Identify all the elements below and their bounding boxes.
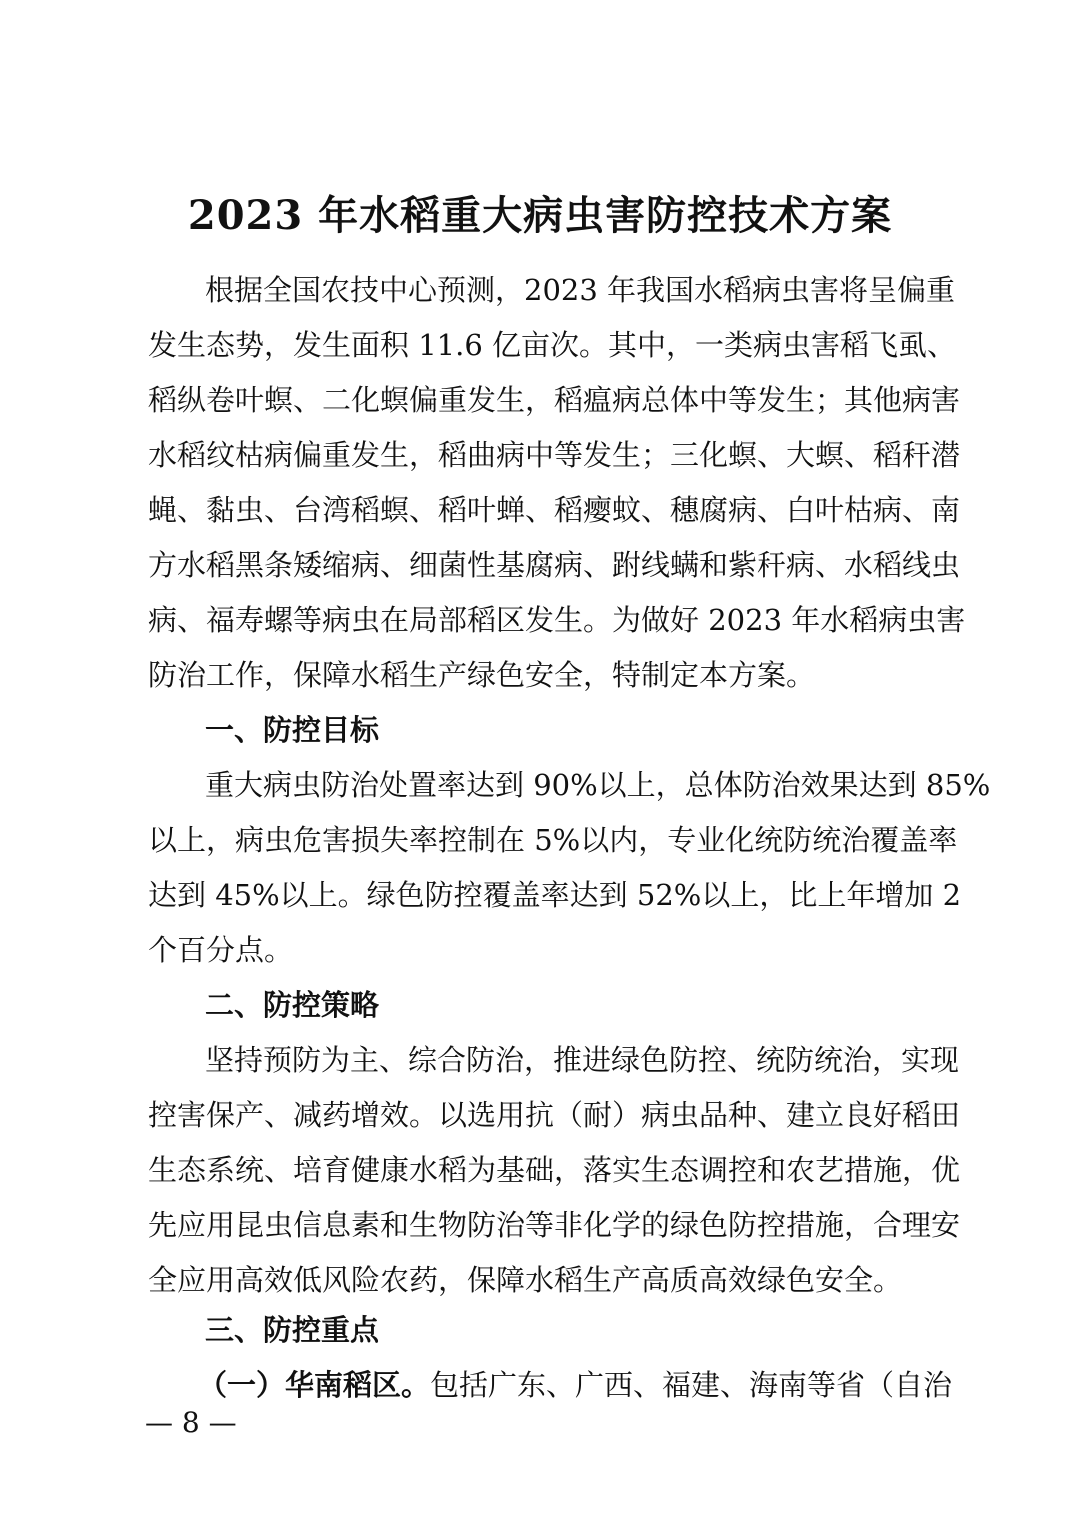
intro-line: 稻纵卷叶螟、二化螟偏重发生，稻瘟病总体中等发生；其他病害 [148, 383, 961, 417]
intro-line: 发生态势，发生面积 11.6 亿亩次。其中，一类病虫害稻飞虱、 [148, 328, 957, 362]
strategy-line: 先应用昆虫信息素和生物防治等非化学的绿色防控措施，合理安 [148, 1208, 961, 1242]
goals-line: 达到 45%以上。绿色防控覆盖率达到 52%以上，比上年增加 2 [148, 878, 962, 912]
page-number: — 8 — [145, 1406, 237, 1439]
goals-line: 个百分点。 [148, 933, 294, 967]
section-heading-strategy: 二、防控策略 [205, 988, 380, 1022]
intro-line: 根据全国农技中心预测，2023 年我国水稻病虫害将呈偏重 [205, 273, 956, 307]
strategy-line: 生态系统、培育健康水稻为基础，落实生态调控和农艺措施，优 [148, 1153, 961, 1187]
section-heading-goals: 一、防控目标 [205, 713, 380, 747]
strategy-line: 全应用高效低风险农药，保障水稻生产高质高效绿色安全。 [148, 1263, 903, 1297]
strategy-line: 控害保产、减药增效。以选用抗（耐）病虫品种、建立良好稻田 [148, 1098, 961, 1132]
focus-subheading-line [198, 1365, 953, 1405]
intro-line: 水稻纹枯病偏重发生，稻曲病中等发生；三化螟、大螟、稻秆潜 [148, 438, 961, 472]
intro-line: 病、福寿螺等病虫在局部稻区发生。为做好 2023 年水稻病虫害 [148, 603, 966, 637]
intro-line: 蝇、黏虫、台湾稻螟、稻叶蝉、稻瘿蚊、穗腐病、白叶枯病、南 [148, 493, 961, 527]
goals-line: 重大病虫防治处置率达到 90%以上，总体防治效果达到 85% [205, 768, 991, 802]
document-title: 2023 年水稻重大病虫害防控技术方案 [187, 192, 893, 239]
region-label-south-china: （一）华南稻区。 [198, 1368, 431, 1402]
goals-line: 以上，病虫危害损失率控制在 5%以内，专业化统防统治覆盖率 [148, 823, 958, 857]
intro-line: 方水稻黑条矮缩病、细菌性基腐病、跗线螨和紫秆病、水稻线虫 [148, 548, 961, 582]
intro-line: 防治工作，保障水稻生产绿色安全，特制定本方案。 [148, 658, 816, 692]
region-description: 包括广东、广西、福建、海南等省（自治 [430, 1368, 953, 1402]
strategy-line: 坚持预防为主、综合防治，推进绿色防控、统防统治，实现 [205, 1043, 960, 1077]
section-heading-focus: 三、防控重点 [205, 1313, 380, 1347]
